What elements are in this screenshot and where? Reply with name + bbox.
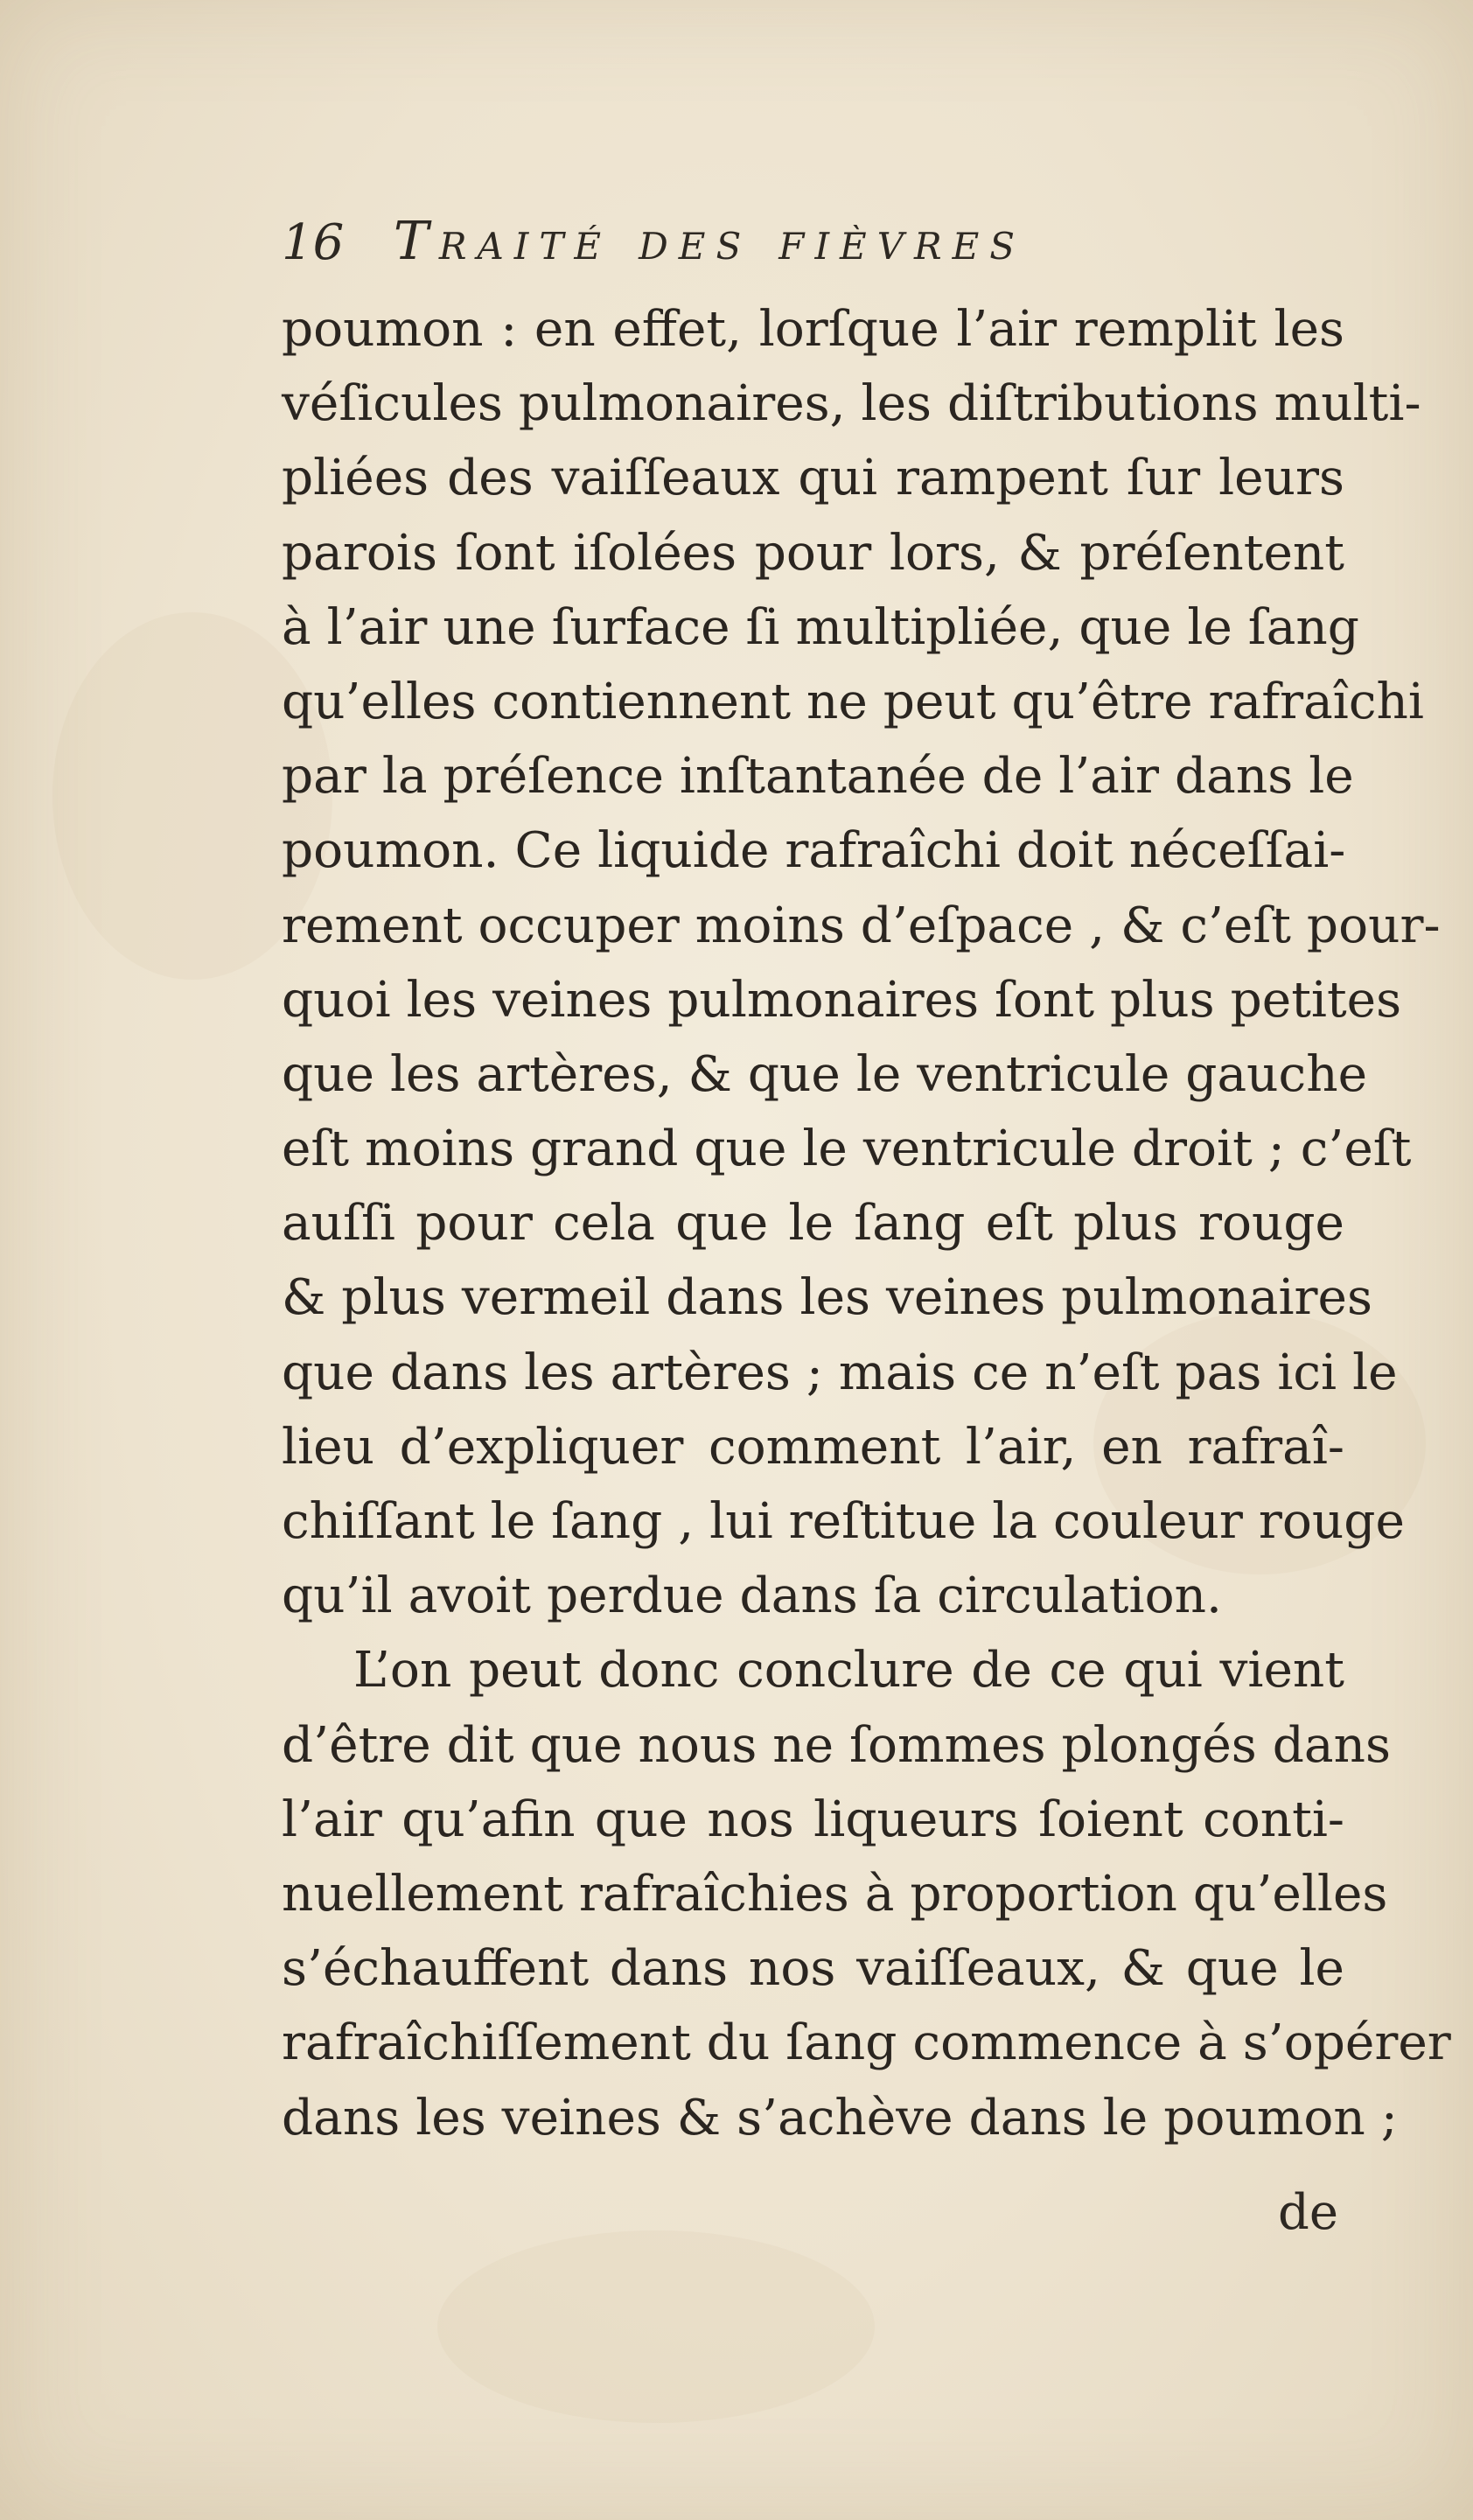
text-line: à l’air une ſurface ſi multipliée, que le ſang <box>282 598 1359 656</box>
text-line: parois ſont iſolées pour lors, & préſentent <box>282 524 1344 582</box>
text-line: poumon. Ce liquide rafraîchi doit néceſſai- <box>282 822 1346 880</box>
text-line: pliées des vaiſſeaux qui rampent ſur leurs <box>282 450 1344 507</box>
catchword: de <box>1278 2184 1338 2241</box>
text-line: qu’elles contiennent ne peut qu’être rafraîchi <box>282 673 1424 730</box>
text-line: que dans les artères ; mais ce n’eſt pas ici le <box>282 1344 1398 1401</box>
body-text <box>282 292 1451 2155</box>
text-line: quoi les veines pulmonaires ſont plus petites <box>282 971 1402 1029</box>
text-line: L’on peut donc conclure de ce qui vient <box>353 1642 1344 1700</box>
running-title: Traité des fièvres <box>393 211 1026 272</box>
text-line: par la préſence inſtantanée de l’air dans le <box>282 748 1354 806</box>
text-line: rement occuper moins d’eſpace , & c’eſt pour- <box>282 897 1441 954</box>
text-line: que les artères, & que le ventricule gauche <box>282 1045 1368 1103</box>
text-line: auſſi pour cela que le ſang eſt plus rouge <box>282 1195 1344 1253</box>
text-line: eſt moins grand que le ventricule droit ; c’eſt <box>282 1120 1412 1178</box>
text-line: véſicules pulmonaires, les diſtributions multi- <box>282 375 1421 433</box>
paper-stain <box>437 2230 875 2423</box>
text-line: l’air qu’afin que nos liqueurs ſoient conti- <box>282 1791 1344 1848</box>
text-line: & plus vermeil dans les veines pulmonaires <box>282 1269 1372 1327</box>
page-number: 16 <box>282 214 345 271</box>
running-header <box>282 206 1331 276</box>
text-line: qu’il avoit perdue dans ſa circulation. <box>282 1567 1222 1625</box>
text-line: rafraîchiſſement du ſang commence à s’opérer <box>282 2014 1451 2072</box>
text-line: s’échauffent dans nos vaiſſeaux, & que le <box>282 1940 1344 1998</box>
text-line: nuellement rafraîchies à proportion qu’elles <box>282 1865 1388 1923</box>
text-line: d’être dit que nous ne ſommes plongés dans <box>282 1716 1391 1774</box>
text-line: dans les veines & s’achève dans le poumon ; <box>282 2089 1398 2147</box>
text-line: lieu d’expliquer comment l’air, en rafraî- <box>282 1418 1344 1476</box>
text-line: poumon : en effet, lorſque l’air remplit les <box>282 301 1344 358</box>
text-line: chiſſant le ſang , lui reſtitue la couleur rouge <box>282 1493 1405 1550</box>
